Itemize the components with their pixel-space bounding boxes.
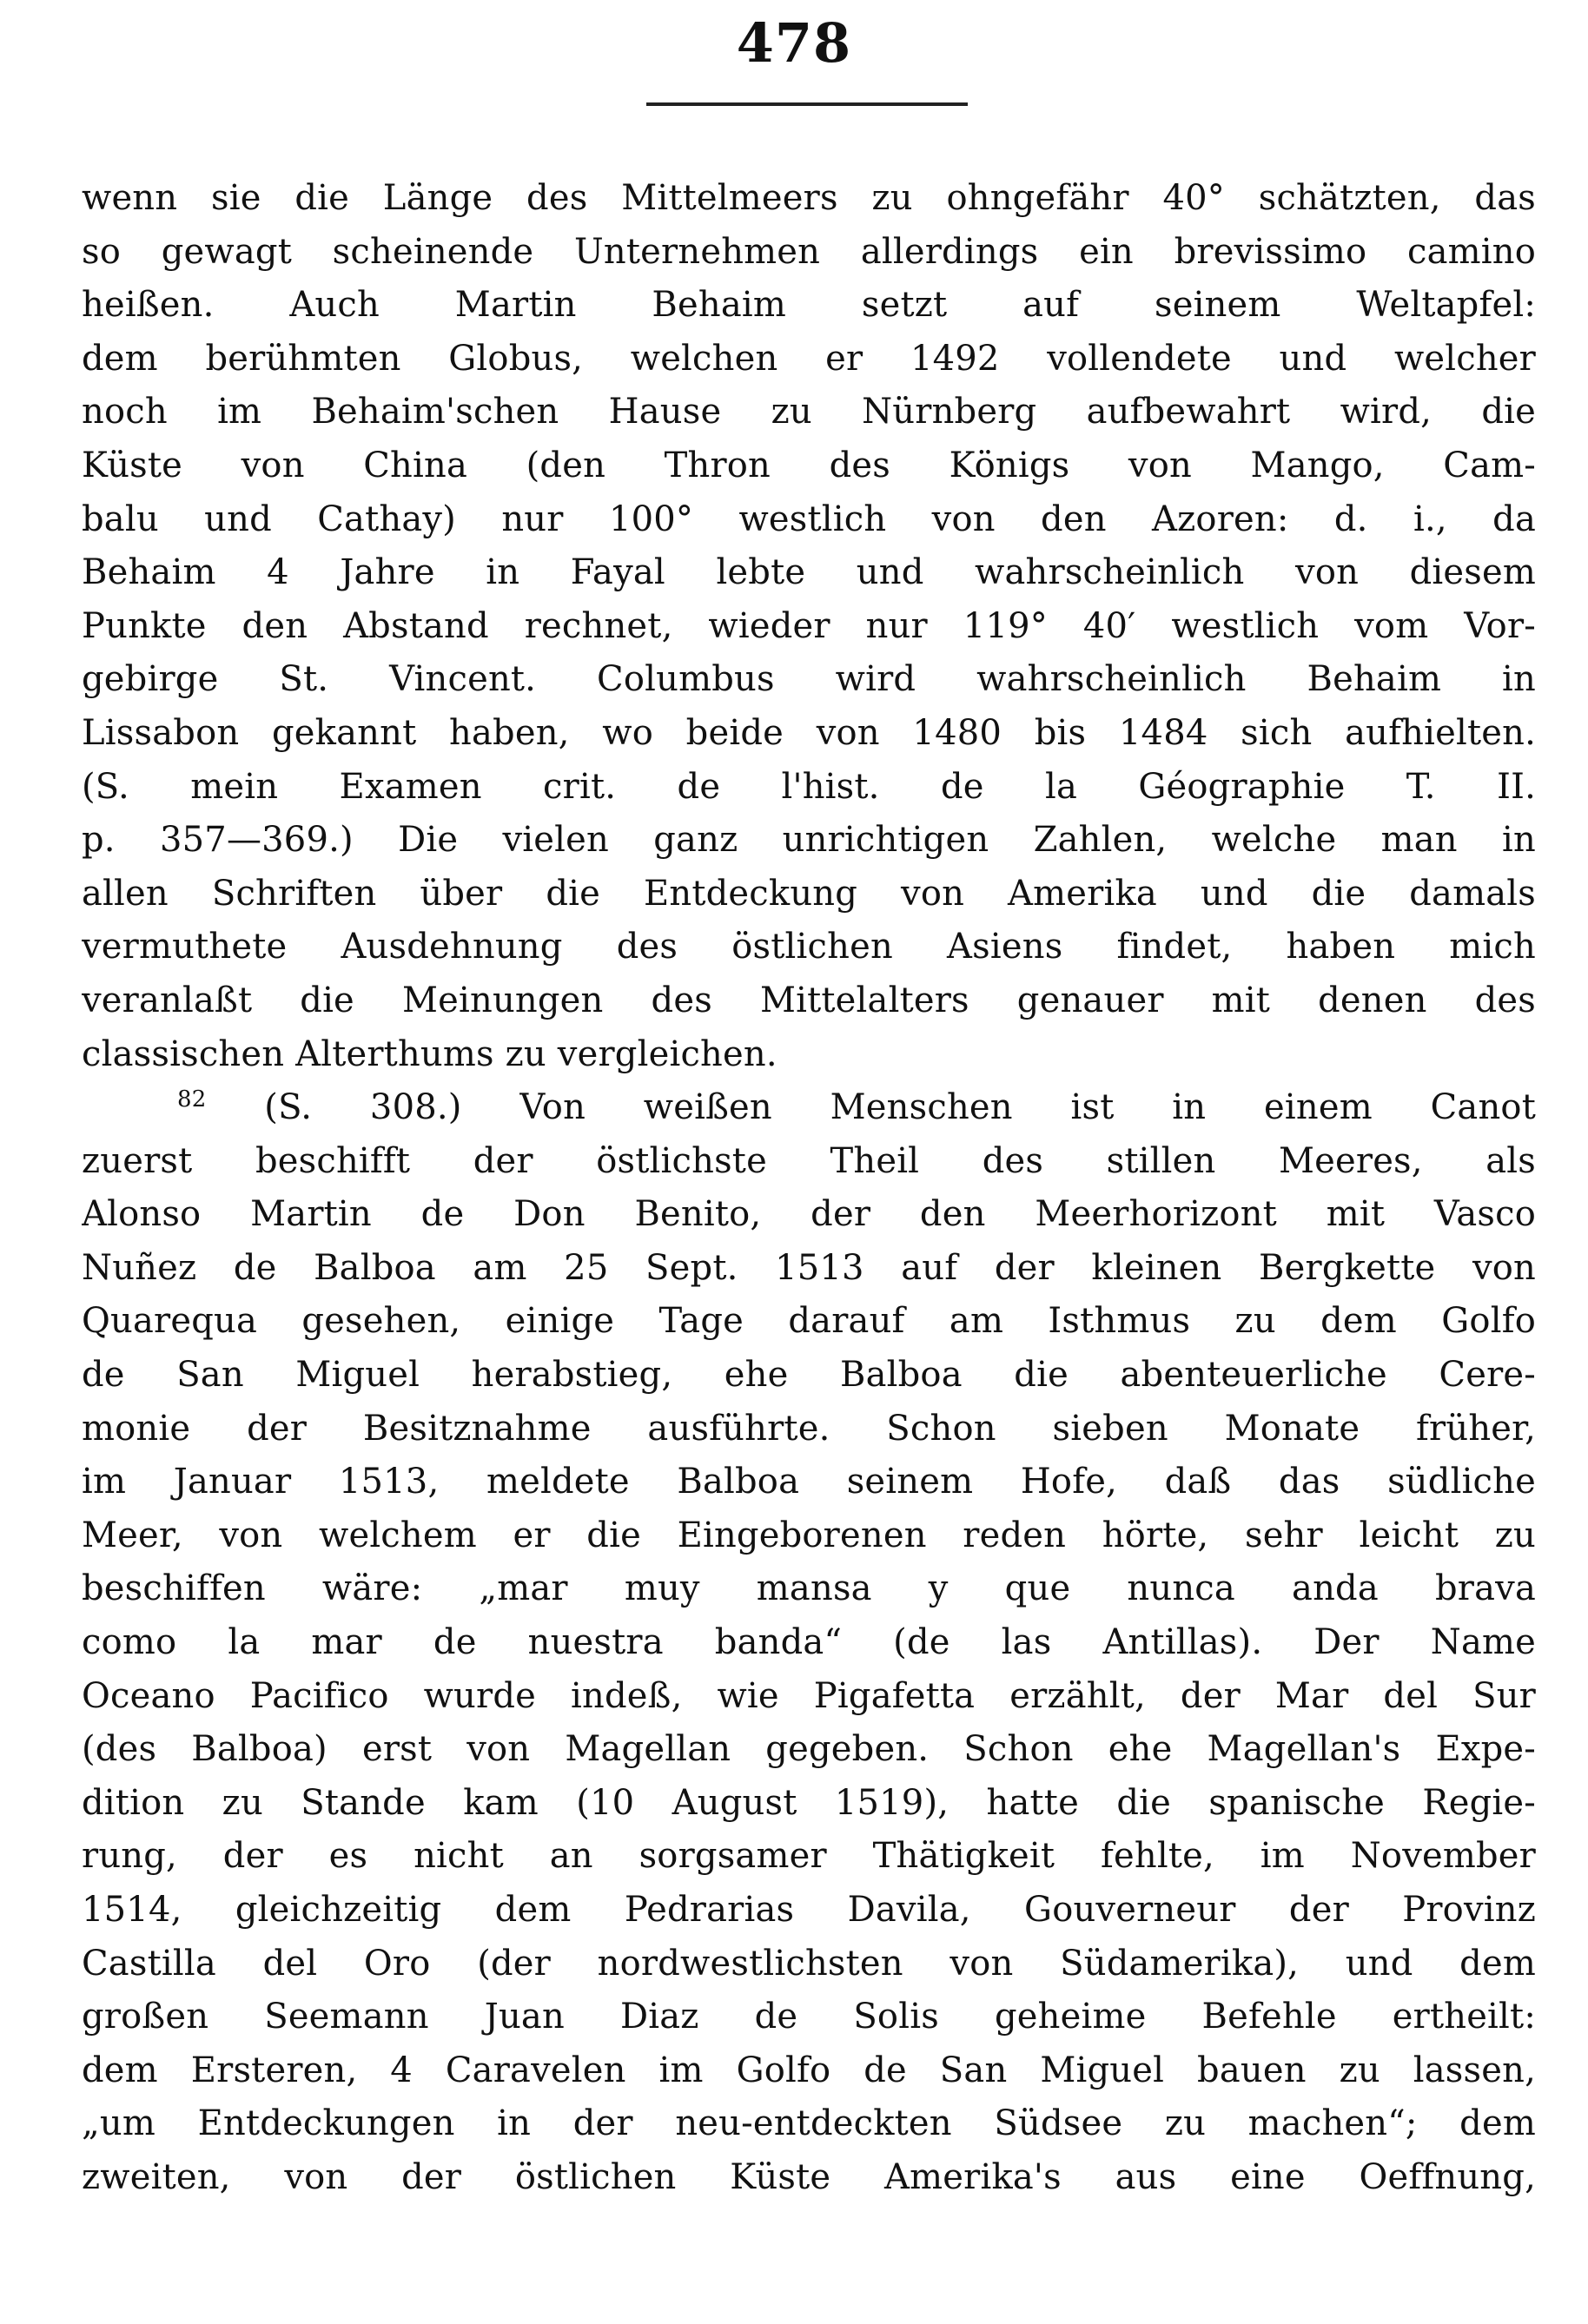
text-line: Punkte den Abstand rechnet, wieder nur 119° 40′ westlich vom Vor- <box>82 605 1536 646</box>
text-line: monie der Besitznahme ausführte. Schon sieben Monate früher, <box>82 1408 1536 1449</box>
body-text <box>82 172 1536 2205</box>
text-line: balu und Cathay) nur 100° westlich von den Azoren: d. i., da <box>82 498 1536 539</box>
text-line: Küste von China (den Thron des Königs von Mango, Cam- <box>82 445 1536 485</box>
text-line: großen Seemann Juan Diaz de Solis geheime Befehle ertheilt: <box>82 1997 1536 2037</box>
text-line: Behaim 4 Jahre in Fayal lebte und wahrscheinlich von diesem <box>82 552 1536 593</box>
text-line: (S. 308.) Von weißen Menschen ist in einem Canot <box>264 1087 1536 1128</box>
page-number: 478 <box>736 11 852 75</box>
text-line: Quarequa gesehen, einige Tage darauf am Isthmus zu dem Golfo <box>82 1301 1536 1342</box>
text-line: noch im Behaim'schen Hause zu Nürnberg aufbewahrt wird, die <box>82 392 1536 432</box>
text-line: so gewagt scheinende Unternehmen allerdings ein brevissimo camino <box>82 231 1536 272</box>
text-line: zuerst beschifft der östlichste Theil des stillen Meeres, als <box>82 1140 1536 1181</box>
text-line: im Januar 1513, meldete Balboa seinem Hofe, daß das südliche <box>82 1462 1536 1502</box>
text-line: Nuñez de Balboa am 25 Sept. 1513 auf der kleinen Bergkette von <box>82 1247 1536 1288</box>
text-line: wenn sie die Länge des Mittelmeers zu ohngefähr 40° schätzten, das <box>82 178 1536 218</box>
text-line: „um Entdeckungen in der neu-entdeckten Südsee zu machen“; dem <box>82 2103 1536 2144</box>
text-line: zweiten, von der östlichen Küste Amerika's aus eine Oeffnung, <box>82 2156 1536 2197</box>
text-line: gebirge St. Vincent. Columbus wird wahrscheinlich Behaim in <box>82 659 1536 700</box>
text-line: de San Miguel herabstieg, ehe Balboa die abenteuerliche Cere- <box>82 1355 1536 1396</box>
text-line: Alonso Martin de Don Benito, der den Meerhorizont mit Vasco <box>82 1194 1536 1235</box>
text-line: rung, der es nicht an sorgsamer Thätigkeit fehlte, im November <box>82 1836 1536 1877</box>
text-line: dition zu Stande kam (10 August 1519), hatte die spanische Regie- <box>82 1782 1536 1823</box>
text-line: 1514, gleichzeitig dem Pedrarias Davila, Gouverneur der Provinz <box>82 1890 1536 1930</box>
text-line: (S. mein Examen crit. de l'hist. de la Géographie T. II. <box>82 766 1536 807</box>
footnote-marker: 82 <box>177 1086 207 1113</box>
text-line: heißen. Auch Martin Behaim setzt auf seinem Weltapfel: <box>82 285 1536 326</box>
text-line: Lissabon gekannt haben, wo beide von 1480 bis 1484 sich aufhielten. <box>82 712 1536 753</box>
text-line: dem berühmten Globus, welchen er 1492 vollendete und welcher <box>82 338 1536 379</box>
text-line: beschiffen wäre: „mar muy mansa y que nunca anda brava <box>82 1568 1536 1609</box>
text-line: p. 357—369.) Die vielen ganz unrichtigen Zahlen, welche man in <box>82 820 1536 861</box>
text-line: allen Schriften über die Entdeckung von Amerika und die damals <box>82 873 1536 914</box>
header-rule <box>646 102 968 106</box>
text-line: classischen Alterthums zu vergleichen. <box>82 1033 777 1074</box>
text-line: Castilla del Oro (der nordwestlichsten von Südamerika), und dem <box>82 1943 1536 1984</box>
text-line: vermuthete Ausdehnung des östlichen Asiens findet, haben mich <box>82 927 1536 967</box>
text-line: dem Ersteren, 4 Caravelen im Golfo de San Miguel bauen zu lassen, <box>82 2050 1536 2090</box>
text-line: (des Balboa) erst von Magellan gegeben. Schon ehe Magellan's Expe- <box>82 1729 1536 1770</box>
text-line: Meer, von welchem er die Eingeborenen reden hörte, sehr leicht zu <box>82 1515 1536 1555</box>
footnote-start-line <box>82 1081 1536 1135</box>
text-line: veranlaßt die Meinungen des Mittelalters genauer mit denen des <box>82 980 1536 1020</box>
text-line: Oceano Pacifico wurde indeß, wie Pigafetta erzählt, der Mar del Sur <box>82 1675 1536 1716</box>
text-line: como la mar de nuestra banda“ (de las Antillas). Der Name <box>82 1622 1536 1663</box>
